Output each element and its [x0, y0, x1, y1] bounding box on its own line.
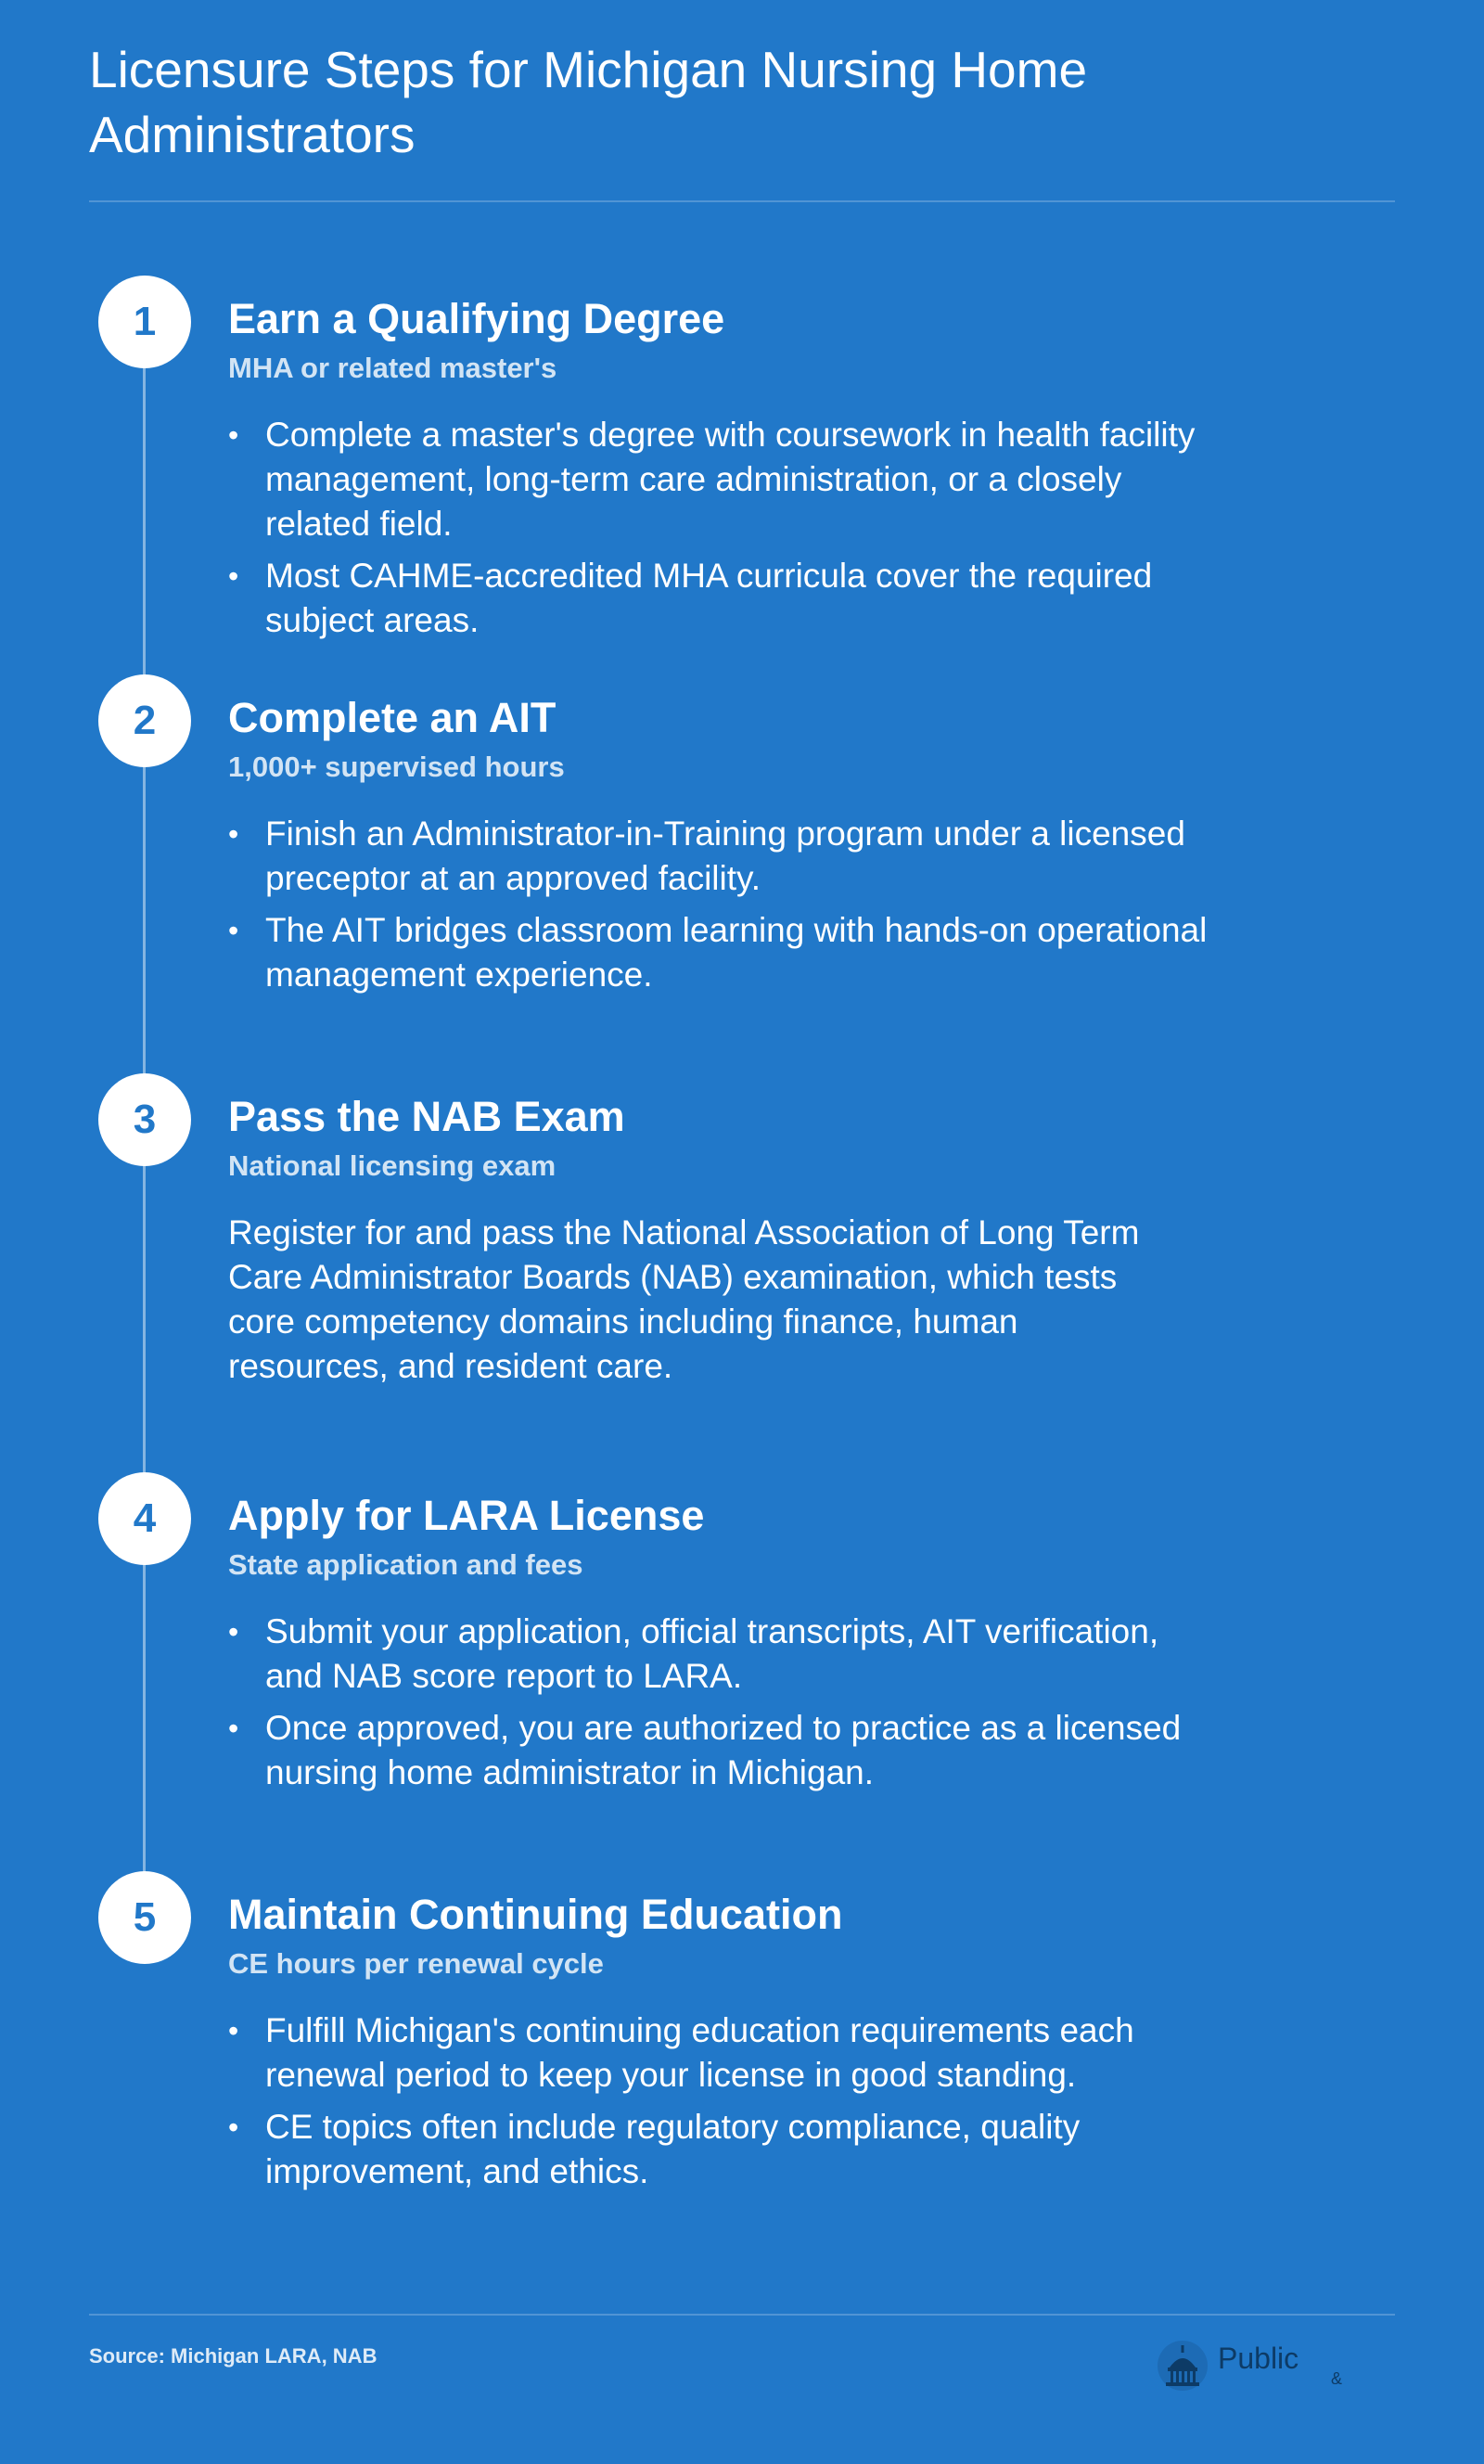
step-number-circle: 5	[98, 1871, 191, 1964]
bullet-item: • CE topics often include regulatory compliance, quality improvement, and ethics.	[228, 2105, 1211, 2194]
step-title: Pass the NAB Exam	[228, 1093, 625, 1140]
publisher-logo	[1155, 2338, 1396, 2393]
step-title: Earn a Qualifying Degree	[228, 295, 725, 342]
step-body	[228, 1890, 1286, 2201]
step-bullet-list	[228, 812, 1286, 997]
page-title: Licensure Steps for Michigan Nursing Home Administrators	[89, 41, 1088, 163]
step-subtitle: CE hours per renewal cycle	[228, 1947, 604, 1980]
capitol-dome-icon	[1155, 2338, 1210, 2393]
bullet-item: • Finish an Administrator-in-Training program under a licensed preceptor at an approved facility.	[228, 812, 1211, 901]
step-title: Complete an AIT	[228, 694, 556, 741]
step-subtitle: MHA or related master's	[228, 352, 557, 384]
step-subtitle: National licensing exam	[228, 1149, 556, 1182]
bullet-item: • Most CAHME-accredited MHA curricula cover the required subject areas.	[228, 554, 1211, 643]
step-number-circle: 2	[98, 674, 191, 767]
bullet-item: • Once approved, you are authorized to practice as a licensed nursing home administrator in Michigan.	[228, 1706, 1211, 1795]
source-note: Source: Michigan LARA, NAB	[89, 2344, 377, 2368]
step-body	[228, 294, 1286, 650]
logo-text: Public	[1218, 2342, 1299, 2375]
step-title: Apply for LARA License	[228, 1492, 705, 1539]
bullet-item: • Fulfill Michigan's continuing education requirements each renewal period to keep your license in good standing.	[228, 2008, 1211, 2098]
step-bullet-list	[228, 413, 1286, 643]
step-bullet-list	[228, 2008, 1286, 2194]
bullet-item: • The AIT bridges classroom learning with hands-on operational management experience.	[228, 908, 1211, 997]
step-description: Register for and pass the National Association of Long Term Care Administrator Boards (NAB) examination, which tests core competency domains including finance, human resources, and resident care.	[228, 1213, 1140, 1385]
step-subtitle: State application and fees	[228, 1548, 583, 1581]
step-subtitle: 1,000+ supervised hours	[228, 751, 565, 783]
logo-ampersand: &	[1331, 2369, 1343, 2388]
step-number-circle: 3	[98, 1073, 191, 1166]
step-title: Maintain Continuing Education	[228, 1891, 843, 1938]
step-number-circle: 1	[98, 276, 191, 368]
step-bullet-list	[228, 1610, 1286, 1795]
step-body	[228, 1092, 1286, 1389]
bullet-item: • Submit your application, official transcripts, AIT verification, and NAB score report to LARA.	[228, 1610, 1211, 1699]
step-number-circle: 4	[98, 1472, 191, 1565]
step-body	[228, 693, 1286, 1005]
bullet-item: • Complete a master's degree with coursework in health facility management, long-term care administration, or a closely related field.	[228, 413, 1211, 546]
header-divider	[89, 200, 1395, 202]
step-body	[228, 1491, 1286, 1803]
footer-divider	[89, 2314, 1395, 2316]
